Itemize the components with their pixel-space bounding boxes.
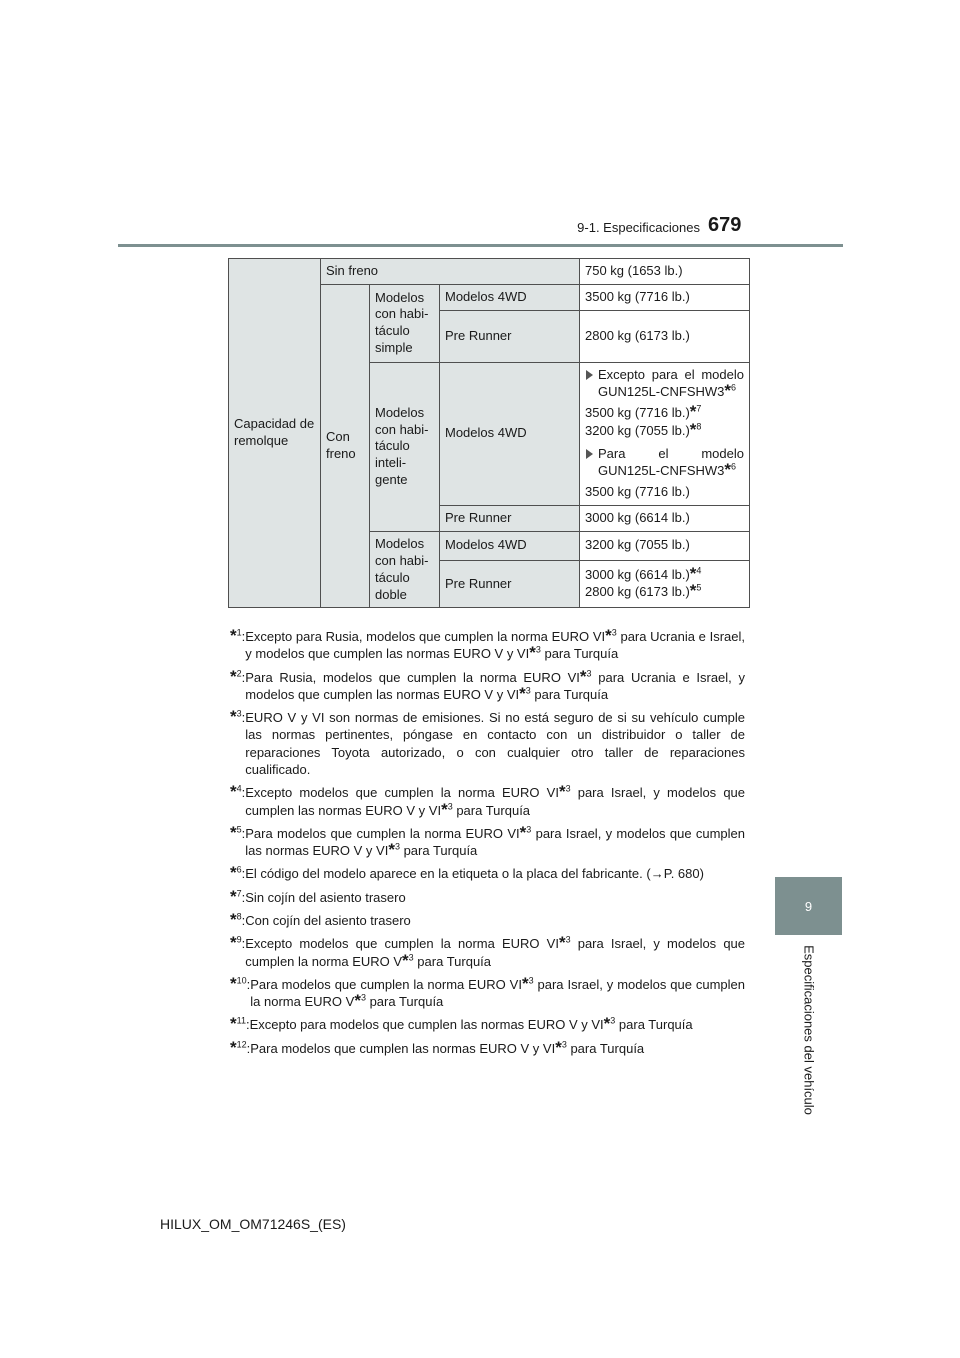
simple-prerunner-label: Pre Runner <box>440 310 580 362</box>
value-line: 3500 kg (7716 lb.)*$^7$ <box>585 401 702 421</box>
footnote-4 <box>230 784 745 819</box>
smart-prerunner-label: Pre Runner <box>440 506 580 532</box>
chapter-number: 9 <box>804 898 813 914</box>
double-prerunner-value <box>580 560 750 608</box>
footnote-text: Sin cojín del asiento trasero <box>245 889 406 905</box>
simple-cab-label: Modelos con habi-táculo simple <box>370 284 440 362</box>
footnotes <box>230 628 745 1063</box>
simple-4wd-label: Modelos 4WD <box>440 284 580 310</box>
footnote-marker: *$^{12}$: <box>230 1037 251 1057</box>
footnote-marker: *$^{10}$: <box>230 973 251 993</box>
footnote-5 <box>230 822 745 860</box>
chapter-tab[interactable] <box>775 877 842 935</box>
smart-4wd-value <box>580 362 750 505</box>
footnote-text: Para modelos que cumplen la norma EURO VI*$^3$ para Israel, y modelos que cumplen las normas EURO V y VI*$^3$ para Turquía <box>245 822 745 860</box>
sin-freno-label: Sin freno <box>321 259 580 285</box>
list-item: Para el modelo GUN125L-CNFSHW3*$^6$ <box>585 446 744 480</box>
chapter-label-text: Especificaciones del vehículo <box>801 945 817 1115</box>
list-item: Excepto para el modelo GUN125L-CNFSHW3*$^6$ <box>585 367 744 401</box>
footnote-12 <box>230 1037 745 1057</box>
footnote-text: Excepto modelos que cumplen la norma EURO VI*$^3$ para Israel, y modelos que cumplen las normas EURO V y VI*$^3$ para Turquía <box>245 782 746 819</box>
footnote-marker: *$^4$: <box>230 782 246 802</box>
document-id: HILUX_OM_OM71246S_(ES) <box>160 1216 346 1232</box>
footnote-text: Con cojín del asiento trasero <box>245 912 411 928</box>
footnote-text: Excepto modelos que cumplen la norma EURO VI*$^3$ para Israel, y modelos que cumplen la norma EURO V*$^3$ para Turquía <box>245 933 746 970</box>
value-line: 3500 kg (7716 lb.) <box>585 484 690 500</box>
double-4wd-value: 3200 kg (7055 lb.) <box>580 531 750 560</box>
header-rule <box>118 244 843 247</box>
footnote-text: Para modelos que cumplen las normas EURO V y VI*$^3$ para Turquía <box>250 1037 645 1057</box>
footnote-text: Excepto para modelos que cumplen las normas EURO V y VI*$^3$ para Turquía <box>249 1014 693 1034</box>
footnote-7 <box>230 886 745 906</box>
footnote-marker: *$^3$: <box>230 707 246 727</box>
sin-freno-value: 750 kg (1653 lb.) <box>580 259 750 285</box>
smart-prerunner-value: 3000 kg (6614 lb.) <box>580 506 750 532</box>
footnote-marker: *$^5$: <box>230 822 246 842</box>
chapter-label <box>797 944 821 1116</box>
table-row <box>229 259 750 285</box>
footnote-text: El código del modelo aparece en la etiqueta o la placa del fabricante. (→P. 680) <box>245 866 704 882</box>
footnote-marker: *$^8$: <box>230 909 246 929</box>
simple-4wd-value: 3500 kg (7716 lb.) <box>580 284 750 310</box>
footnote-11 <box>230 1016 745 1033</box>
footnote-text: EURO V y VI son normas de emisiones. Si no está seguro de si su vehículo cumple las normas pertinentes, póngase en contacto con un distribuidor o taller de reparaciones Toyota autorizado, o con cualquier otro taller de reparaciones cualificado. <box>245 710 745 777</box>
footnote-marker: *$^2$: <box>230 666 246 686</box>
simple-prerunner-value: 2800 kg (6173 lb.) <box>580 310 750 362</box>
footnote-marker: *$^1$: <box>230 626 246 645</box>
row-header-towing: Capacidad de remolque <box>229 259 321 608</box>
footnote-8 <box>230 909 745 929</box>
footnote-marker: *$^{11}$: <box>230 1014 250 1034</box>
towing-capacity-table <box>228 258 750 608</box>
double-4wd-label: Modelos 4WD <box>440 531 580 560</box>
footnote-3 <box>230 709 745 778</box>
double-prerunner-label: Pre Runner <box>440 560 580 608</box>
footnote-text: Para Rusia, modelos que cumplen la norma EURO VI*$^3$ para Ucrania e Israel, y modelos que cumplen las normas EURO V y VI*$^3$ para Turquía <box>245 666 745 703</box>
section-title: 9-1. Especificaciones <box>577 220 700 235</box>
footnote-9 <box>230 935 745 970</box>
page-number: 679 <box>708 214 742 236</box>
footnote-marker: *$^6$: <box>230 863 246 883</box>
value-line: 3200 kg (7055 lb.)*$^8$ <box>585 420 702 440</box>
footnote-marker: *$^7$: <box>230 886 246 906</box>
footnote-10 <box>230 973 746 1011</box>
double-cab-label: Modelos con habi-táculo doble <box>370 531 440 608</box>
footnote-2 <box>230 666 745 704</box>
con-freno-label: Con freno <box>321 284 370 608</box>
smart-4wd-label: Modelos 4WD <box>440 362 580 505</box>
smart-cab-label: Modelos con habi-táculo inteli-gente <box>370 362 440 531</box>
footnote-6 <box>230 865 745 882</box>
value-line: 2800 kg (6173 lb.)*$^5$ <box>585 581 702 601</box>
footnote-marker: *$^9$: <box>230 933 246 953</box>
footnote-text: Excepto para Rusia, modelos que cumplen la norma EURO VI*$^3$ para Ucrania e Israel, y modelos que cumplen las normas EURO V y VI*$^3$ para Turquía <box>245 626 745 663</box>
footnote-text: Para modelos que cumplen la norma EURO VI*$^3$ para Israel, y modelos que cumplen la norma EURO V*$^3$ para Turquía <box>250 973 746 1011</box>
value-line: 3000 kg (6614 lb.)*$^4$ <box>585 564 702 584</box>
footnote-1 <box>230 628 745 663</box>
